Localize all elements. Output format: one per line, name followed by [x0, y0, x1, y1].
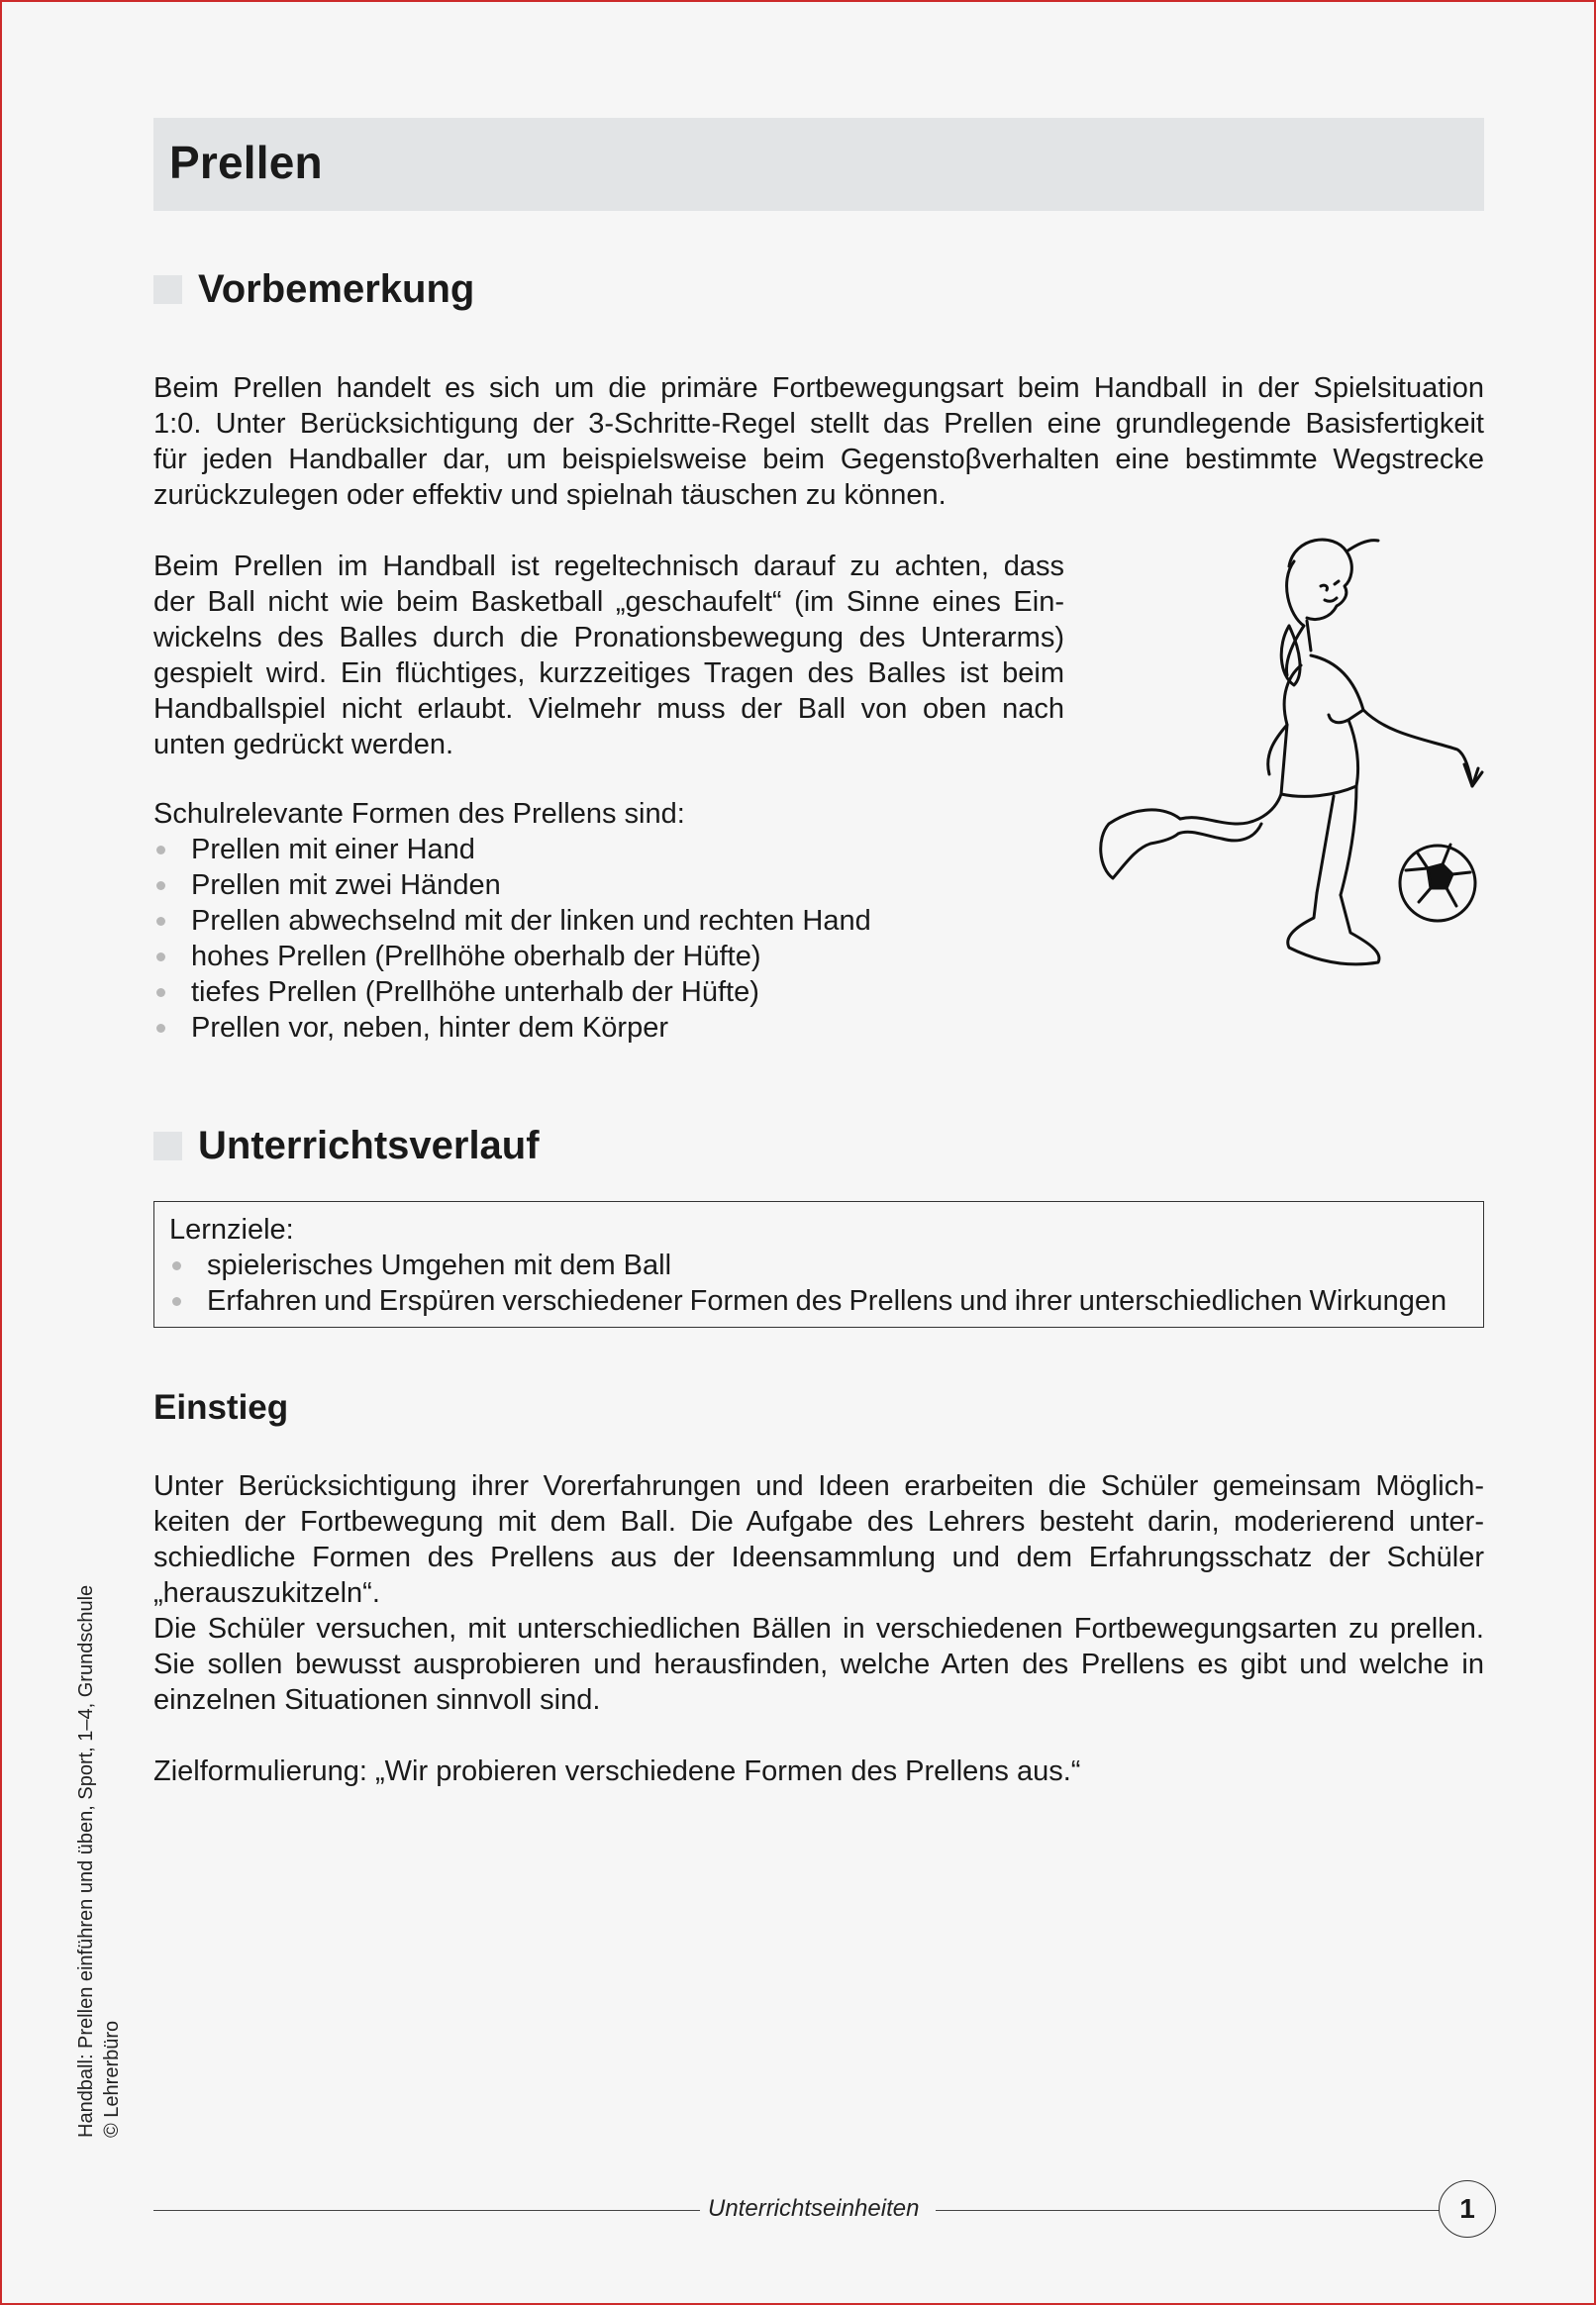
goals-list — [169, 1248, 1483, 1319]
text-line: unten gedrückt werden. — [153, 729, 454, 760]
list-item: hohes Prellen (Prellhöhe oberhalb der Hüfte) — [153, 939, 871, 974]
side-note-line: © Lehrerbüro — [101, 2020, 123, 2138]
list-item: spielerisches Umgehen mit dem Ball — [169, 1248, 1483, 1283]
list-item: Erfahren und Erspüren verschiedener Formen des Prellens und ihrer unterschiedlichen Wirkungen — [169, 1283, 1483, 1319]
footer-divider — [936, 2210, 1441, 2211]
text-line: gespielt wird. Ein flüchtiges, kurzzeitiges Tragen des Balles ist beim — [153, 657, 1064, 689]
goals-label: Lernziele: — [169, 1214, 294, 1246]
text-line: schiedliche Formen des Prellens aus der Ideensammlung und dem Erfahrungsschatz der Schüler — [153, 1542, 1484, 1573]
learning-goals-box — [153, 1201, 1484, 1328]
list-item: Prellen vor, neben, hinter dem Körper — [153, 1010, 871, 1046]
text-line: Handballspiel nicht erlaubt. Vielmehr muss der Ball von oben nach — [153, 693, 1064, 725]
text-line: Beim Prellen im Handball ist regeltechnisch darauf zu achten, dass — [153, 551, 1064, 582]
list-item: Prellen mit zwei Händen — [153, 867, 871, 903]
section-title: Vorbemerkung — [198, 267, 475, 311]
text-line: Beim Prellen handelt es sich um die primäre Fortbewegungsart beim Handball in der Spielsituation — [153, 372, 1484, 404]
section-title: Unterrichtsverlauf — [198, 1124, 540, 1167]
square-bullet-icon — [153, 275, 182, 304]
page-title: Prellen — [169, 137, 323, 188]
square-bullet-icon — [153, 1132, 182, 1160]
text-line: Sie sollen bewusst ausprobieren und herausfinden, welche Arten des Prellens es gibt und welche in — [153, 1649, 1484, 1680]
forms-intro — [153, 796, 1064, 832]
einstieg-paragraph — [153, 1468, 1484, 1718]
list-item: Prellen abwechselnd mit der linken und rechten Hand — [153, 903, 871, 939]
text-line: einzelnen Situationen sinnvoll sind. — [153, 1684, 601, 1716]
rules-paragraph — [153, 549, 1064, 762]
text-line: 1:0. Unter Berücksichtigung der 3-Schritte-Regel stellt das Prellen eine grundlegende Basisfertigkeit — [153, 408, 1484, 440]
text-line: wickelns des Balles durch die Pronationsbewegung des Unterarms) — [153, 622, 1064, 653]
forms-list — [153, 832, 871, 1046]
title-bar — [153, 118, 1484, 211]
section-heading-vorbemerkung — [153, 267, 474, 312]
text-line: keiten der Fortbewegung mit dem Ball. Die Aufgabe des Lehrers besteht darin, moderierend unter- — [153, 1506, 1484, 1538]
page-number: 1 — [1439, 2180, 1496, 2238]
intro-paragraph — [153, 370, 1484, 513]
einstieg-heading: Einstieg — [153, 1388, 289, 1427]
text-line: „herauszukitzeln“. — [153, 1577, 380, 1609]
text-line: Die Schüler versuchen, mit unterschiedlichen Bällen in verschiedenen Fortbewegungsarten zu prellen. — [153, 1613, 1484, 1645]
text-line: zurückzulegen oder effektiv und spielnah täuschen zu können. — [153, 479, 947, 511]
side-note — [73, 1585, 125, 2138]
goal-statement — [153, 1754, 1484, 1789]
text-line: der Ball nicht wie beim Basketball „geschaufelt“ (im Sinne eines Ein- — [153, 586, 1064, 618]
text-line: Unter Berücksichtigung ihrer Vorerfahrungen und Ideen erarbeiten die Schüler gemeinsam Möglich- — [153, 1470, 1484, 1502]
text-line: für jeden Handballer dar, um beispielsweise beim Gegenstoβverhalten eine bestimmte Wegstrecke — [153, 444, 1484, 475]
list-item: Prellen mit einer Hand — [153, 832, 871, 867]
text-line: Zielformulierung: „Wir probieren verschiedene Formen des Prellens aus.“ — [153, 1755, 1081, 1787]
footer-label: Unterrichtseinheiten — [708, 2195, 920, 2222]
side-note-line: Handball: Prellen einführen und üben, Sport, 1–4, Grundschule — [75, 1584, 97, 2138]
section-heading-unterrichtsverlauf — [153, 1124, 540, 1168]
girl-dribbling-ball-drawing-icon — [1091, 527, 1487, 1042]
footer-divider — [153, 2210, 700, 2211]
text-line: Schulrelevante Formen des Prellens sind: — [153, 798, 685, 830]
list-item: tiefes Prellen (Prellhöhe unterhalb der Hüfte) — [153, 974, 871, 1010]
